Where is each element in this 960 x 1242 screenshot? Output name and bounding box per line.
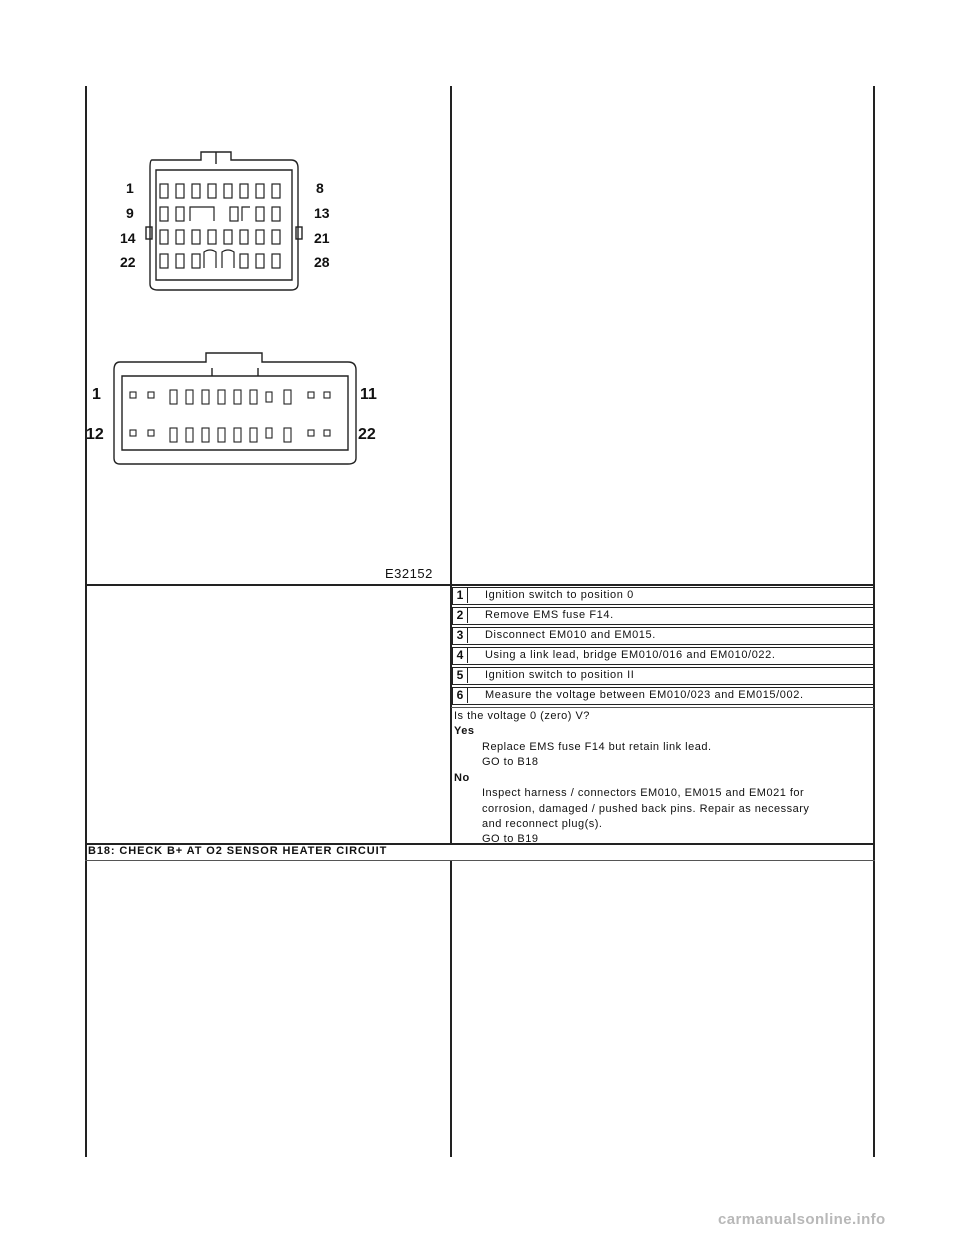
answer-no-goto: GO to B19 [482,833,539,845]
step-number: 6 [453,688,468,703]
pin-label-8: 8 [316,180,324,196]
pin-label-28: 28 [314,254,330,270]
step-number: 1 [453,588,468,603]
row-divider-1 [85,584,875,586]
answer-no-label: No [454,772,470,784]
connector-22pin-cavities [130,390,330,442]
pin-label-14: 14 [120,230,136,246]
pin-label-11b: 11 [360,386,377,403]
step-text: Using a link lead, bridge EM010/016 and EM010/022. [485,649,776,661]
answer-no-line: corrosion, damaged / pushed back pins. Repair as necessary [482,803,810,815]
question-text: Is the voltage 0 (zero) V? [454,710,590,722]
connector-22pin-shape [114,353,356,464]
answer-no-line: and reconnect plug(s). [482,818,603,830]
pin-label-12b: 12 [86,426,104,443]
connector-28pin-cavities [160,184,280,268]
table-middle-divider-bottom [450,861,452,1157]
step-number: 5 [453,668,468,683]
step-4 [452,647,874,665]
step-5 [452,667,874,685]
step-text: Measure the voltage between EM010/023 and EM015/002. [485,689,804,701]
figure-id: E32152 [385,566,433,581]
pin-label-9: 9 [126,205,134,221]
answer-yes-goto: GO to B18 [482,756,539,768]
step-number: 4 [453,648,468,663]
question-divider [451,707,874,708]
table-middle-divider-top [450,86,452,585]
watermark: carmanualsonline.info [718,1211,886,1228]
row-divider-3 [85,860,875,861]
step-1 [452,587,874,605]
step-text: Ignition switch to position II [485,669,635,681]
pin-label-22: 22 [120,254,136,270]
step-number: 2 [453,608,468,623]
section-heading: B18: CHECK B+ AT O2 SENSOR HEATER CIRCUIT [88,845,388,857]
step-text: Disconnect EM010 and EM015. [485,629,656,641]
step-text: Ignition switch to position 0 [485,589,634,601]
pin-label-1b: 1 [92,386,101,403]
answer-no-line: Inspect harness / connectors EM010, EM015 and EM021 for [482,787,805,799]
connector-diagram [86,140,450,480]
step-6 [452,687,874,705]
answer-yes-line: Replace EMS fuse F14 but retain link lead. [482,741,712,753]
pin-label-22b: 22 [358,426,376,443]
step-text: Remove EMS fuse F14. [485,609,614,621]
answer-yes-label: Yes [454,725,475,737]
step-2 [452,607,874,625]
pin-label-13: 13 [314,205,330,221]
pin-label-1: 1 [126,180,134,196]
step-number: 3 [453,628,468,643]
step-3 [452,627,874,645]
pin-label-21: 21 [314,230,330,246]
